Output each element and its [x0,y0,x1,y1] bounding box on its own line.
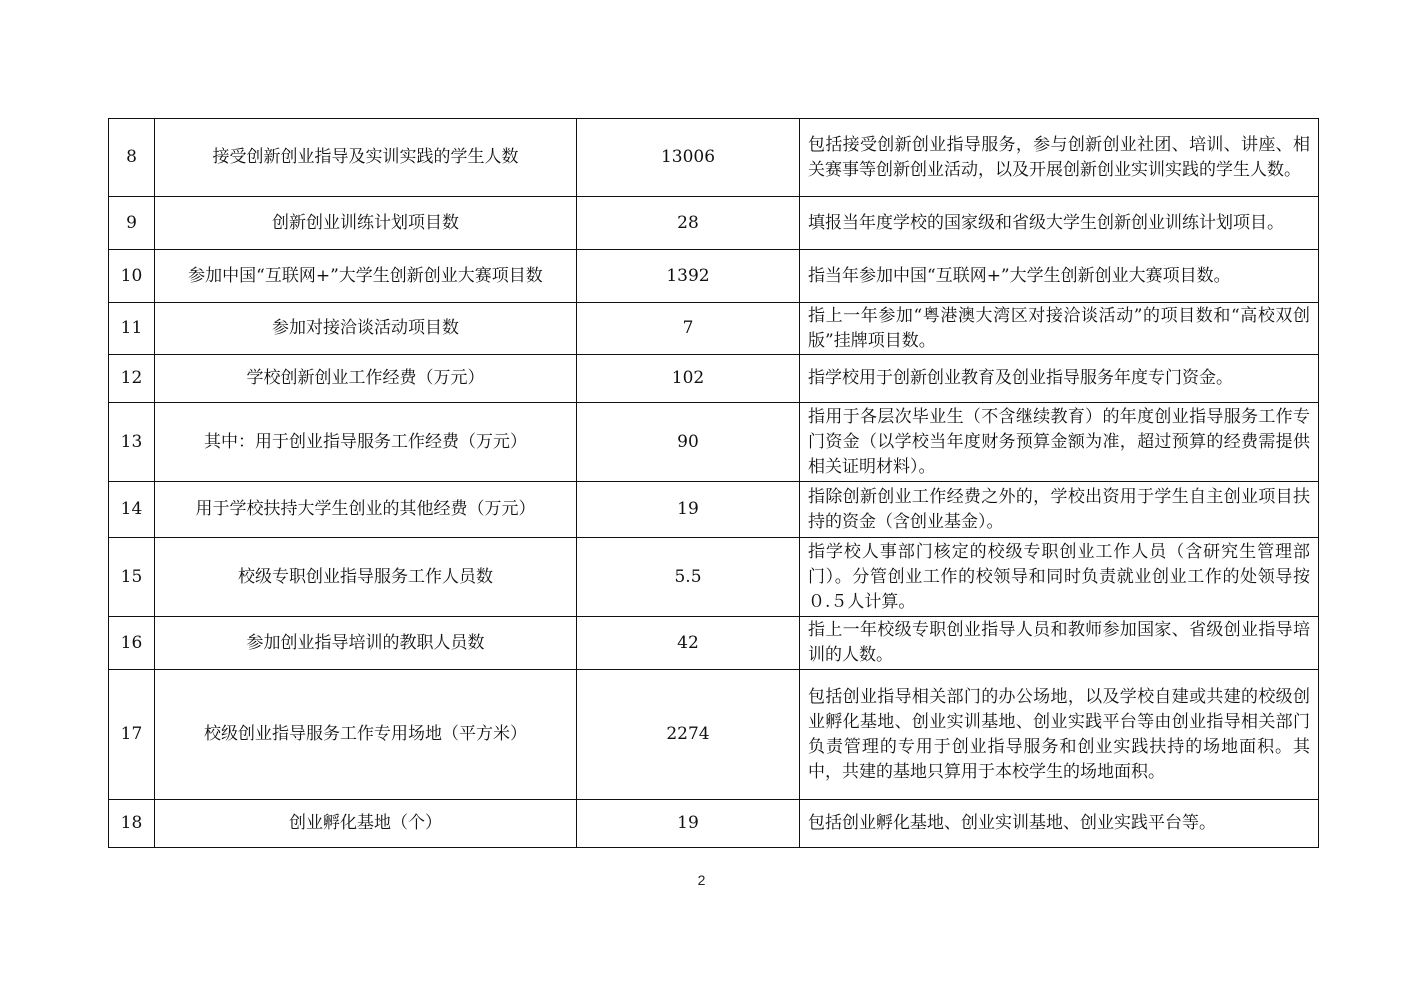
indicator-name: 参加对接洽谈活动项目数 [155,303,577,355]
row-number: 15 [109,538,155,617]
row-number: 9 [109,197,155,250]
indicator-value: 102 [577,355,800,403]
row-number: 18 [109,800,155,848]
indicator-value: 19 [577,482,800,538]
row-number: 16 [109,617,155,670]
table-row [109,800,1319,848]
indicator-description: 指学校用于创新创业教育及创业指导服务年度专门资金。 [800,355,1319,403]
indicator-value: 19 [577,800,800,848]
indicator-value: 2274 [577,670,800,800]
indicator-description: 包括接受创新创业指导服务，参与创新创业社团、培训、讲座、相关赛事等创新创业活动，以及开展创新创业实训实践的学生人数。 [800,119,1319,197]
row-number: 14 [109,482,155,538]
table-row [109,538,1319,617]
indicator-name: 校级创业指导服务工作专用场地（平方米） [155,670,577,800]
row-number: 8 [109,119,155,197]
indicator-description: 包括创业指导相关部门的办公场地，以及学校自建或共建的校级创业孵化基地、创业实训基地、创业实践平台等由创业指导相关部门负责管理的专用于创业指导服务和创业实践扶持的场地面积。其中，共建的基地只算用于本校学生的场地面积。 [800,670,1319,800]
table-row [109,250,1319,303]
indicator-value: 1392 [577,250,800,303]
indicator-name: 学校创新创业工作经费（万元） [155,355,577,403]
indicator-description: 指学校人事部门核定的校级专职创业工作人员（含研究生管理部门）。分管创业工作的校领导和同时负责就业创业工作的处领导按０.５人计算。 [800,538,1319,617]
table-row [109,119,1319,197]
indicator-name: 用于学校扶持大学生创业的其他经费（万元） [155,482,577,538]
indicator-description: 填报当年度学校的国家级和省级大学生创新创业训练计划项目。 [800,197,1319,250]
page-number: 2 [697,872,706,888]
table-row [109,197,1319,250]
indicator-name: 参加创业指导培训的教职人员数 [155,617,577,670]
indicator-name: 其中：用于创业指导服务工作经费（万元） [155,403,577,482]
indicator-name: 接受创新创业指导及实训实践的学生人数 [155,119,577,197]
indicator-description: 指除创新创业工作经费之外的，学校出资用于学生自主创业项目扶持的资金（含创业基金）。 [800,482,1319,538]
row-number: 13 [109,403,155,482]
row-number: 12 [109,355,155,403]
table-row [109,617,1319,670]
indicator-description: 包括创业孵化基地、创业实训基地、创业实践平台等。 [800,800,1319,848]
indicator-description: 指上一年校级专职创业指导人员和教师参加国家、省级创业指导培训的人数。 [800,617,1319,670]
indicator-value: 42 [577,617,800,670]
table-row [109,303,1319,355]
indicator-name: 参加中国“互联网+”大学生创新创业大赛项目数 [155,250,577,303]
indicator-name: 校级专职创业指导服务工作人员数 [155,538,577,617]
table-row [109,670,1319,800]
table-row [109,403,1319,482]
indicator-table [108,118,1319,848]
indicator-value: 28 [577,197,800,250]
row-number: 11 [109,303,155,355]
indicator-description: 指当年参加中国“互联网+”大学生创新创业大赛项目数。 [800,250,1319,303]
indicator-description: 指用于各层次毕业生（不含继续教育）的年度创业指导服务工作专门资金（以学校当年度财务预算金额为准，超过预算的经费需提供相关证明材料）。 [800,403,1319,482]
row-number: 17 [109,670,155,800]
indicator-name: 创业孵化基地（个） [155,800,577,848]
indicator-value: 90 [577,403,800,482]
indicator-description: 指上一年参加“粤港澳大湾区对接洽谈活动”的项目数和“高校双创版”挂牌项目数。 [800,303,1319,355]
indicator-value: 13006 [577,119,800,197]
table-row [109,355,1319,403]
row-number: 10 [109,250,155,303]
indicator-name: 创新创业训练计划项目数 [155,197,577,250]
table-row [109,482,1319,538]
indicator-value: 7 [577,303,800,355]
indicator-value: 5.5 [577,538,800,617]
